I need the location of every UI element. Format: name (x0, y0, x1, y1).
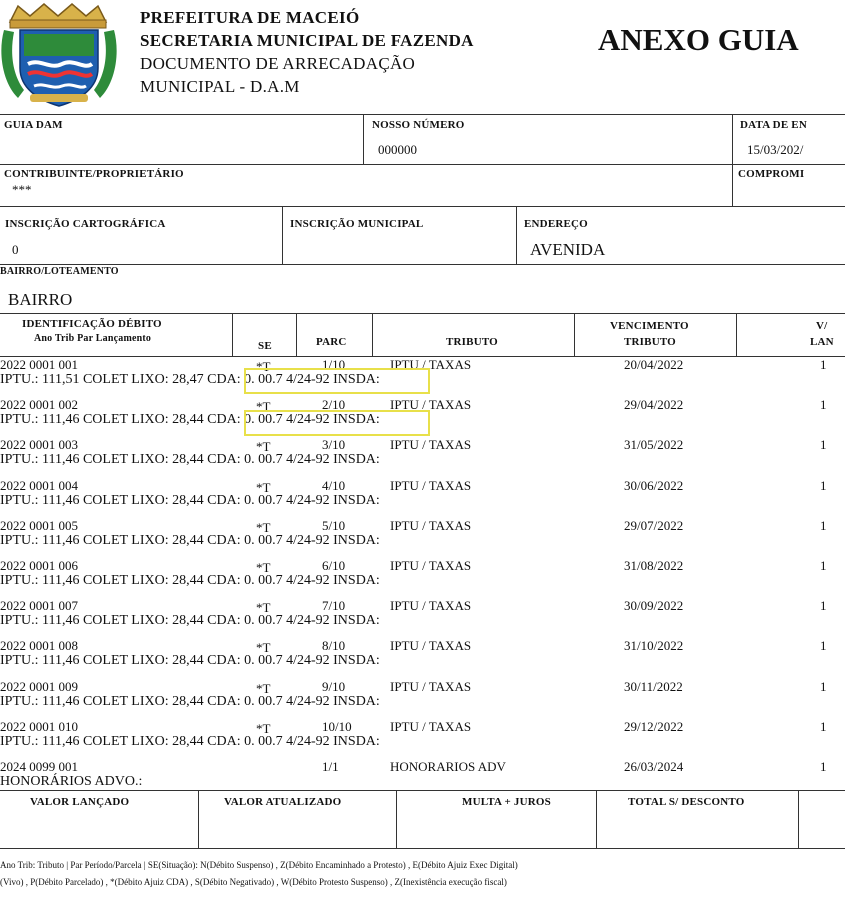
col-identificacao-sub: Ano Trib Par Lançamento (34, 333, 152, 344)
row-parcela: 10/10 (322, 719, 352, 734)
col-valor-sub: LAN (810, 336, 834, 348)
row-valor: 1 (820, 558, 827, 573)
row-identificacao: 2022 0001 003 (0, 437, 78, 452)
row-parcela: 8/10 (322, 638, 346, 653)
divider (363, 114, 364, 164)
divider (516, 206, 517, 264)
row-identificacao: 2022 0001 004 (0, 478, 78, 493)
row-parcela: 3/10 (322, 437, 346, 452)
row-vencimento: 31/05/2022 (624, 437, 684, 452)
valor-atualizado-label: VALOR ATUALIZADO (224, 796, 342, 808)
row-situacao: *T (256, 439, 271, 454)
divider (798, 790, 799, 848)
header-prefeitura: PREFEITURA DE MACEIÓ (140, 8, 360, 27)
divider (732, 114, 733, 206)
row-parcela: 4/10 (322, 478, 346, 493)
row-detalhe: IPTU.: 111,46 COLET LIXO: 28,44 CDA: 0. 00.7 4/24-92 INSDA: (0, 653, 380, 668)
nosso-numero-label: NOSSO NÚMERO (372, 119, 465, 131)
divider (296, 313, 297, 356)
data-emissao-value: 15/03/202/ (747, 142, 804, 157)
row-vencimento: 30/11/2022 (624, 679, 683, 694)
divider (0, 264, 845, 265)
col-tributo: TRIBUTO (446, 336, 498, 348)
divider (396, 790, 397, 848)
total-desconto-label: TOTAL S/ DESCONTO (628, 796, 745, 808)
row-detalhe: IPTU.: 111,46 COLET LIXO: 28,44 CDA: 0. 00.7 4/24-92 INSDA: (0, 734, 380, 749)
annex-title: ANEXO GUIA (598, 22, 799, 57)
row-detalhe: IPTU.: 111,46 COLET LIXO: 28,44 CDA: 0. 00.7 4/24-92 INSDA: (0, 533, 380, 548)
row-identificacao: 2022 0001 008 (0, 638, 78, 653)
row-valor: 1 (820, 598, 827, 613)
row-situacao: *T (256, 721, 271, 736)
row-identificacao: 2022 0001 005 (0, 518, 78, 533)
header-municipal: MUNICIPAL - D.A.M (140, 77, 300, 96)
row-parcela: 1/1 (322, 759, 339, 774)
guia-dam-label: GUIA DAM (4, 119, 63, 131)
col-se: SE (258, 340, 272, 352)
header-documento: DOCUMENTO DE ARRECADAÇÃO (140, 54, 416, 73)
row-parcela: 7/10 (322, 598, 346, 613)
divider (198, 790, 199, 848)
row-detalhe: IPTU.: 111,46 COLET LIXO: 28,44 CDA: 0. 00.7 4/24-92 INSDA: (0, 412, 380, 427)
row-vencimento: 30/09/2022 (624, 598, 684, 613)
inscricao-cartografica-label: INSCRIÇÃO CARTOGRÁFICA (5, 218, 166, 230)
divider (0, 848, 845, 849)
row-vencimento: 26/03/2024 (624, 759, 684, 774)
row-valor: 1 (820, 357, 827, 372)
row-vencimento: 30/06/2022 (624, 478, 684, 493)
divider (0, 206, 845, 207)
col-vencimento-sub: TRIBUTO (624, 336, 676, 348)
row-vencimento: 29/12/2022 (624, 719, 684, 734)
row-tributo: IPTU / TAXAS (390, 518, 472, 533)
row-vencimento: 20/04/2022 (624, 357, 684, 372)
row-tributo: IPTU / TAXAS (390, 357, 472, 372)
row-parcela: 1/10 (322, 357, 346, 372)
row-tributo: IPTU / TAXAS (390, 719, 472, 734)
row-identificacao: 2022 0001 002 (0, 397, 78, 412)
row-vencimento: 31/08/2022 (624, 558, 684, 573)
legend-line-1: Ano Trib: Tributo | Par Período/Parcela | SE(Situação): N(Débito Suspenso) , Z(Débito Encaminhado a Protesto) , E(Débito Ajuiz Exec Digital) (0, 860, 518, 870)
row-valor: 1 (820, 518, 827, 533)
row-situacao: *T (256, 681, 271, 696)
row-vencimento: 29/04/2022 (624, 397, 684, 412)
row-valor: 1 (820, 759, 827, 774)
row-parcela: 5/10 (322, 518, 346, 533)
row-situacao: *T (256, 359, 271, 374)
nosso-numero-value: 000000 (378, 142, 417, 157)
row-detalhe: IPTU.: 111,46 COLET LIXO: 28,44 CDA: 0. 00.7 4/24-92 INSDA: (0, 573, 380, 588)
city-crest-logo (0, 2, 118, 108)
divider (596, 790, 597, 848)
highlight-box (244, 410, 430, 436)
row-parcela: 6/10 (322, 558, 346, 573)
divider (736, 313, 737, 356)
row-detalhe: IPTU.: 111,46 COLET LIXO: 28,44 CDA: 0. 00.7 4/24-92 INSDA: (0, 452, 380, 467)
row-valor: 1 (820, 397, 827, 412)
divider (0, 790, 845, 791)
bairro-label: BAIRRO/LOTEAMENTO (0, 266, 119, 277)
row-valor: 1 (820, 719, 827, 734)
row-situacao: *T (256, 640, 271, 655)
row-situacao: *T (256, 520, 271, 535)
row-valor: 1 (820, 478, 827, 493)
compromisso-label: COMPROMI (738, 168, 805, 180)
contribuinte-label: CONTRIBUINTE/PROPRIETÁRIO (4, 168, 184, 180)
row-valor: 1 (820, 638, 827, 653)
row-tributo: IPTU / TAXAS (390, 679, 472, 694)
row-identificacao: 2022 0001 010 (0, 719, 78, 734)
row-tributo: IPTU / TAXAS (390, 638, 472, 653)
row-tributo: IPTU / TAXAS (390, 478, 472, 493)
row-identificacao: 2024 0099 001 (0, 759, 78, 774)
row-situacao: *T (256, 560, 271, 575)
endereco-value: AVENIDA (530, 240, 606, 259)
col-parc: PARC (316, 336, 347, 348)
row-situacao: *T (256, 399, 271, 414)
row-detalhe: IPTU.: 111,46 COLET LIXO: 28,44 CDA: 0. 00.7 4/24-92 INSDA: (0, 694, 380, 709)
inscricao-municipal-label: INSCRIÇÃO MUNICIPAL (290, 218, 424, 230)
row-tributo: IPTU / TAXAS (390, 437, 472, 452)
row-vencimento: 31/10/2022 (624, 638, 684, 653)
endereco-label: ENDEREÇO (524, 218, 588, 230)
row-valor: 1 (820, 437, 827, 452)
row-vencimento: 29/07/2022 (624, 518, 684, 533)
divider (282, 206, 283, 264)
contribuinte-value: *** (12, 182, 32, 197)
divider (0, 164, 845, 165)
divider (574, 313, 575, 356)
row-detalhe: IPTU.: 111,51 COLET LIXO: 28,47 CDA: 0. 00.7 4/24-92 INSDA: (0, 372, 380, 387)
highlight-box (244, 368, 430, 394)
row-tributo: IPTU / TAXAS (390, 397, 472, 412)
legend-line-2: (Vivo) , P(Débito Parcelado) , *(Débito Ajuiz CDA) , S(Débito Negativado) , W(Débito Protesto Suspenso) , Z(Inexistência execução fiscal) (0, 877, 507, 887)
row-parcela: 9/10 (322, 679, 346, 694)
divider (0, 114, 845, 115)
row-tributo: HONORARIOS ADV (390, 759, 506, 774)
row-situacao: *T (256, 600, 271, 615)
row-identificacao: 2022 0001 007 (0, 598, 78, 613)
row-detalhe: HONORÁRIOS ADVO.: (0, 774, 143, 789)
row-identificacao: 2022 0001 006 (0, 558, 78, 573)
data-emissao-label: DATA DE EN (740, 119, 807, 131)
row-parcela: 2/10 (322, 397, 346, 412)
row-valor: 1 (820, 679, 827, 694)
header-secretaria: SECRETARIA MUNICIPAL DE FAZENDA (140, 31, 474, 50)
row-situacao: *T (256, 480, 271, 495)
divider (0, 313, 845, 314)
col-vencimento: VENCIMENTO (610, 320, 689, 332)
row-detalhe: IPTU.: 111,46 COLET LIXO: 28,44 CDA: 0. 00.7 4/24-92 INSDA: (0, 613, 380, 628)
row-tributo: IPTU / TAXAS (390, 598, 472, 613)
inscricao-cartografica-value: 0 (12, 242, 19, 257)
divider (232, 313, 233, 356)
col-identificacao: IDENTIFICAÇÃO DÉBITO (22, 318, 162, 330)
multa-juros-label: MULTA + JUROS (462, 796, 551, 808)
col-valor: V/ (816, 320, 828, 332)
bairro-value: BAIRRO (8, 290, 73, 309)
row-identificacao: 2022 0001 001 (0, 357, 78, 372)
row-detalhe: IPTU.: 111,46 COLET LIXO: 28,44 CDA: 0. 00.7 4/24-92 INSDA: (0, 493, 380, 508)
divider (372, 313, 373, 356)
valor-lancado-label: VALOR LANÇADO (30, 796, 130, 808)
row-tributo: IPTU / TAXAS (390, 558, 472, 573)
row-identificacao: 2022 0001 009 (0, 679, 78, 694)
